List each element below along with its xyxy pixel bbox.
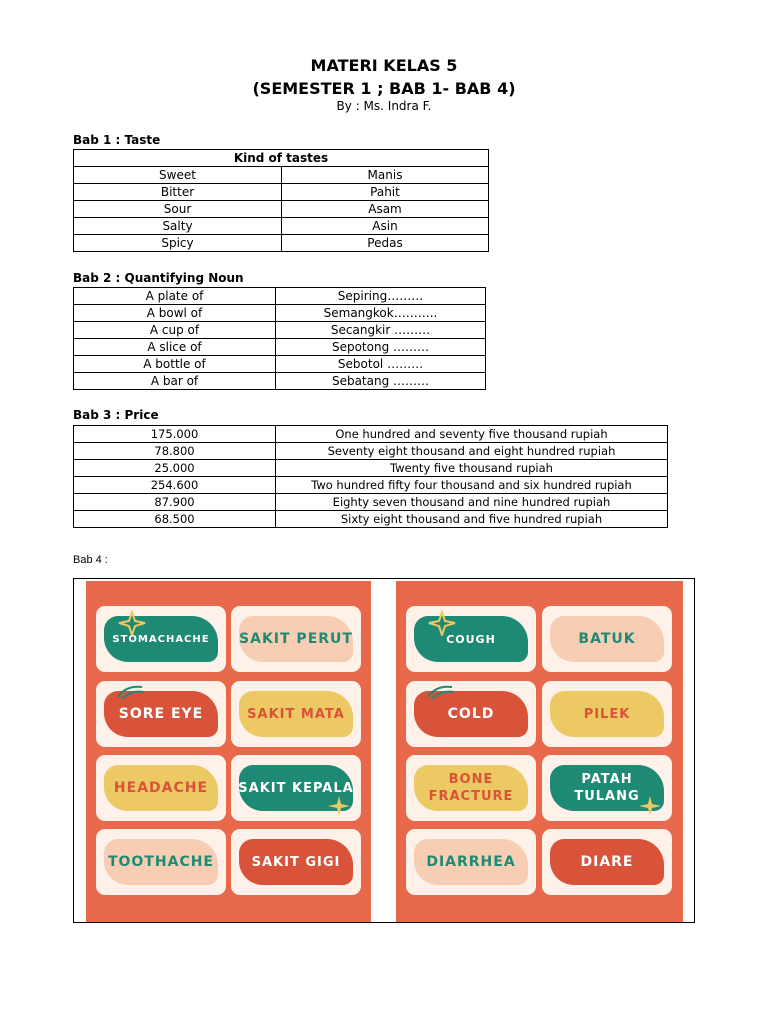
flashcard-english (406, 606, 536, 672)
table-cell: Sebatang ……… (276, 373, 486, 390)
table-cell: A plate of (74, 288, 276, 305)
card-label: SAKIT MATA (247, 706, 345, 722)
card-label: SAKIT PERUT (239, 630, 353, 647)
table-cell: Sepiring……… (276, 288, 486, 305)
flashcard-indonesian (542, 829, 672, 895)
table-cell: Twenty five thousand rupiah (276, 460, 668, 477)
bab2-heading: Bab 2 : Quantifying Noun (73, 271, 244, 285)
flashcard-indonesian (542, 681, 672, 747)
flashcard-english (406, 829, 536, 895)
table-cell: Sour (74, 201, 282, 218)
table-row (74, 305, 486, 322)
card-label: COUGH (446, 632, 496, 646)
card-label: PATAH TULANG (574, 772, 640, 804)
table-cell: Salty (74, 218, 282, 235)
table-row (74, 167, 489, 184)
table-cell: 78.800 (74, 443, 276, 460)
card-label: TOOTHACHE (107, 853, 214, 870)
card-label: SAKIT GIGI (251, 854, 341, 870)
bab4-heading: Bab 4 : (73, 554, 108, 566)
table-cell: A cup of (74, 322, 276, 339)
taste-table-title: Kind of tastes (74, 150, 489, 167)
table-cell: One hundred and seventy five thousand rupiah (276, 426, 668, 443)
table-cell: Asin (282, 218, 489, 235)
card-label: STOMACHACHE (112, 633, 210, 645)
table-row (74, 511, 668, 528)
flashcard-indonesian (231, 755, 361, 821)
flashcard-indonesian (542, 755, 672, 821)
table-row (74, 201, 489, 218)
card-label: BATUK (578, 630, 636, 647)
card-label: DIARE (580, 853, 634, 870)
table-cell: A bowl of (74, 305, 276, 322)
table-cell: Secangkir ……… (276, 322, 486, 339)
flashcard-english (96, 681, 226, 747)
price-table (73, 425, 668, 528)
table-cell: Sweet (74, 167, 282, 184)
table-row (74, 356, 486, 373)
table-cell: A bar of (74, 373, 276, 390)
card-label: HEADACHE (113, 779, 209, 796)
flashcard-english (96, 755, 226, 821)
table-row (74, 339, 486, 356)
table-cell: Manis (282, 167, 489, 184)
table-cell: Seventy eight thousand and eight hundred rupiah (276, 443, 668, 460)
table-row (74, 373, 486, 390)
table-cell: Eighty seven thousand and nine hundred rupiah (276, 494, 668, 511)
flashcard-indonesian (231, 606, 361, 672)
bab1-heading: Bab 1 : Taste (73, 133, 161, 147)
flashcard-panel-right (396, 581, 683, 922)
table-cell: A bottle of (74, 356, 276, 373)
table-cell: Two hundred fifty four thousand and six hundred rupiah (276, 477, 668, 494)
table-cell: 68.500 (74, 511, 276, 528)
card-label: SORE EYE (118, 705, 204, 722)
table-cell: Pedas (282, 235, 489, 252)
table-row (74, 460, 668, 477)
table-cell: Sebotol ……… (276, 356, 486, 373)
table-row (74, 235, 489, 252)
flashcard-indonesian (542, 606, 672, 672)
page-title-line1: MATERI KELAS 5 (310, 56, 458, 75)
card-label: BONE FRACTURE (428, 772, 514, 804)
table-row (74, 494, 668, 511)
flashcard-indonesian (231, 829, 361, 895)
table-cell: 25.000 (74, 460, 276, 477)
table-cell: Sepotong ……… (276, 339, 486, 356)
page-title-line2: (SEMESTER 1 ; BAB 1- BAB 4) (252, 79, 516, 98)
table-row (74, 426, 668, 443)
table-row (74, 184, 489, 201)
card-label: PILEK (583, 706, 631, 722)
table-row (74, 322, 486, 339)
flashcard-panel-left (86, 581, 371, 922)
flashcard-english (96, 606, 226, 672)
card-label: DIARRHEA (426, 853, 516, 870)
flashcard-english (96, 829, 226, 895)
table-cell: 87.900 (74, 494, 276, 511)
table-cell: Pahit (282, 184, 489, 201)
table-cell: 254.600 (74, 477, 276, 494)
quantifying-noun-table (73, 287, 486, 390)
card-label: COLD (447, 705, 495, 722)
table-cell: Semangkok……….. (276, 305, 486, 322)
table-cell: 175.000 (74, 426, 276, 443)
table-cell: Bitter (74, 184, 282, 201)
flashcard-english (406, 681, 536, 747)
table-cell: A slice of (74, 339, 276, 356)
taste-table (73, 149, 489, 252)
table-row (74, 288, 486, 305)
table-cell: Asam (282, 201, 489, 218)
table-row (74, 443, 668, 460)
flashcard-english (406, 755, 536, 821)
flashcard-indonesian (231, 681, 361, 747)
bab3-heading: Bab 3 : Price (73, 408, 159, 422)
author-byline: By : Ms. Indra F. (336, 99, 432, 113)
table-row (74, 477, 668, 494)
card-label: SAKIT KEPALA (238, 780, 354, 796)
table-row (74, 218, 489, 235)
table-cell: Spicy (74, 235, 282, 252)
table-cell: Sixty eight thousand and five hundred rupiah (276, 511, 668, 528)
